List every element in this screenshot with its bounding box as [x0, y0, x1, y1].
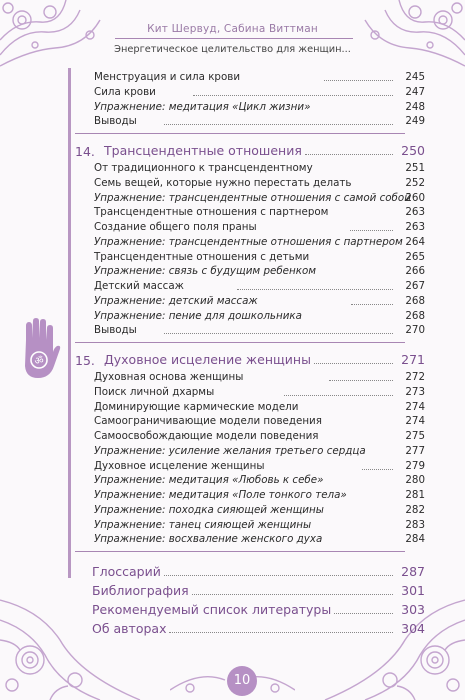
dot-leader	[305, 154, 393, 155]
toc-entry-page: 250	[401, 143, 425, 158]
toc-entry-page: 260	[405, 191, 425, 204]
toc-entry-page: 281	[405, 489, 425, 501]
dot-leader	[193, 95, 393, 96]
toc-row[interactable]	[94, 85, 425, 99]
toc-row[interactable]	[94, 279, 425, 293]
toc-entry-title: Упражнение: связь с будущим ребенком	[94, 265, 317, 278]
toc-entry-title: Упражнение: детский массаж	[94, 294, 258, 307]
toc-entry-page: 264	[405, 235, 425, 248]
bottom-right-ornament	[315, 580, 465, 700]
toc-row[interactable]	[94, 488, 425, 502]
svg-text:ॐ: ॐ	[34, 356, 44, 367]
toc-entry-page: 275	[405, 430, 425, 442]
bottom-left-ornament	[0, 580, 150, 700]
toc-entry-title: Упражнение: танец сияющей женщины	[94, 518, 312, 531]
toc-entry-page: 263	[405, 206, 425, 219]
toc-row[interactable]	[94, 191, 425, 205]
side-bar	[68, 68, 71, 578]
section-divider	[75, 133, 405, 134]
toc-entry-title: Детский массаж	[94, 280, 184, 292]
section-divider	[75, 342, 405, 343]
dot-leader	[164, 333, 393, 334]
toc-entry-page: 304	[401, 621, 425, 636]
toc-entry-title: Самоограничивающие модели поведения	[94, 415, 322, 428]
toc-entry-title: Рекомендуемый список литературы	[92, 602, 332, 617]
chapter-heading[interactable]	[104, 144, 425, 158]
dot-leader	[169, 632, 393, 633]
toc-entry-page: 263	[405, 221, 425, 233]
toc-row[interactable]	[94, 309, 425, 323]
toc-entry-page: 272	[405, 371, 425, 383]
toc-entry-title: Духовное исцеление женщины	[104, 352, 311, 367]
toc-entry-title: Упражнение: медитация «Цикл жизни»	[94, 100, 311, 113]
toc-entry-title: Упражнение: пение для дошкольника	[94, 309, 302, 322]
toc-entry-title: Упражнение: усиление желания третьего сердца	[94, 444, 366, 457]
toc-row[interactable]	[94, 444, 425, 458]
toc-entry-title: Трансцендентные отношения	[104, 143, 302, 158]
toc-entry-title: Духовное исцеление женщины	[94, 459, 265, 472]
toc-entry-title: Библиография	[92, 583, 189, 598]
toc-entry-title: Глоссарий	[92, 564, 161, 579]
toc-entry-title: От традиционного к трансцендентному	[94, 162, 313, 174]
toc-entry-page: 282	[405, 503, 425, 516]
toc-entry-page: 284	[405, 533, 425, 546]
toc-row[interactable]	[94, 161, 425, 175]
dot-leader	[350, 230, 393, 231]
toc-entry-page: 274	[405, 415, 425, 428]
toc-entry-title: Упражнение: восхваление женского духа	[94, 533, 323, 546]
toc-entry-page: 280	[405, 474, 425, 487]
toc-row[interactable]	[94, 518, 425, 532]
toc-entry-page: 273	[405, 385, 425, 398]
toc-row[interactable]	[94, 400, 425, 414]
toc-row[interactable]	[94, 323, 425, 337]
toc-entry-page: 301	[401, 583, 425, 598]
toc-entry-page: 279	[405, 459, 425, 472]
toc-row[interactable]	[94, 205, 425, 219]
toc-entry-title: Трансцендентные отношения с детьми	[94, 250, 310, 263]
toc-entry-page: 245	[405, 71, 425, 83]
toc-row[interactable]	[94, 294, 425, 308]
toc-entry-page: 274	[405, 400, 425, 413]
toc-row[interactable]	[94, 70, 425, 84]
toc-entry-page: 270	[405, 324, 425, 337]
toc-entry-page: 266	[405, 265, 425, 278]
toc-entry-page: 265	[405, 250, 425, 263]
toc-entry-title: Упражнение: медитация «Любовь к себе»	[94, 474, 324, 487]
toc-row[interactable]	[94, 250, 425, 264]
toc-entry-title: Выводы	[94, 115, 137, 128]
dot-leader	[284, 395, 393, 396]
toc-row[interactable]	[94, 532, 425, 546]
authors-line: Кит Шервуд, Сабина Виттман	[147, 23, 318, 35]
back-matter-row[interactable]	[92, 603, 425, 617]
dot-leader	[324, 80, 393, 81]
toc-entry-page: 268	[405, 294, 425, 307]
toc-entry-page: 267	[405, 280, 425, 292]
toc-row[interactable]	[94, 100, 425, 114]
toc-entry-title: Поиск личной дхармы	[94, 385, 215, 398]
toc-entry-page: 271	[401, 352, 425, 367]
dot-leader	[329, 380, 393, 381]
header-divider	[115, 38, 353, 39]
dot-leader	[237, 289, 393, 290]
toc-row[interactable]	[94, 414, 425, 428]
toc-row[interactable]	[94, 114, 425, 128]
toc-row[interactable]	[94, 220, 425, 234]
back-matter-row[interactable]	[92, 565, 425, 579]
mudra-hand-om-icon	[16, 318, 62, 380]
toc-entry-page: 252	[405, 176, 425, 189]
dot-leader	[164, 575, 393, 576]
toc-row[interactable]	[94, 385, 425, 399]
toc-entry-title: Упражнение: походка сияющей женщины	[94, 503, 324, 516]
chapter-number: 14.	[75, 144, 95, 159]
toc-entry-page: 248	[405, 100, 425, 113]
toc-entry-title: Доминирующие кармические модели	[94, 400, 299, 413]
dot-leader	[164, 124, 393, 125]
dot-leader	[351, 304, 393, 305]
dot-leader	[362, 469, 393, 470]
toc-entry-page: 287	[401, 564, 425, 579]
toc-entry-page: 303	[401, 602, 425, 617]
chapter-heading[interactable]	[104, 353, 425, 367]
toc-entry-title: Семь вещей, которые нужно перестать делать	[94, 176, 352, 189]
toc-entry-title: Упражнение: медитация «Поле тонкого тела»	[94, 489, 347, 501]
toc-entry-title: Создание общего поля праны	[94, 221, 257, 233]
book-title-line: Энергетическое целительство для женщин...	[114, 44, 351, 55]
toc-row[interactable]	[94, 503, 425, 517]
toc-entry-page: 251	[405, 162, 425, 174]
toc-entry-title: Упражнение: трансцендентные отношения с партнером	[94, 235, 403, 248]
dot-leader	[334, 613, 393, 614]
page-number: 10	[227, 666, 257, 696]
toc-entry-title: Самоосвобождающие модели поведения	[94, 430, 319, 442]
toc-row[interactable]	[94, 473, 425, 487]
back-matter-row[interactable]	[92, 622, 425, 636]
dot-leader	[314, 363, 393, 364]
toc-row[interactable]	[94, 429, 425, 443]
toc-row[interactable]	[94, 235, 425, 249]
chapter-number: 15.	[75, 353, 95, 368]
toc-entry-page: 277	[405, 444, 425, 457]
back-matter-row[interactable]	[92, 584, 425, 598]
toc-row[interactable]	[94, 176, 425, 190]
toc-entry-title: Духовная основа женщины	[94, 371, 244, 383]
toc-row[interactable]	[94, 264, 425, 278]
toc-entry-title: Сила крови	[94, 85, 156, 98]
toc-row[interactable]	[94, 370, 425, 384]
toc-row[interactable]	[94, 459, 425, 473]
toc-entry-title: Менструация и сила крови	[94, 71, 241, 83]
dot-leader	[192, 594, 393, 595]
toc-entry-title: Об авторах	[92, 621, 167, 636]
toc-entry-page: 268	[405, 309, 425, 322]
section-divider	[75, 551, 405, 552]
toc-entry-page: 283	[405, 518, 425, 531]
toc-entry-page: 249	[405, 115, 425, 128]
toc-entry-title: Упражнение: трансцендентные отношения с самой собой	[94, 191, 411, 204]
toc-entry-title: Выводы	[94, 324, 137, 337]
toc-entry-page: 247	[405, 85, 425, 98]
toc-entry-title: Трансцендентные отношения с партнером	[94, 206, 329, 219]
page-header	[0, 0, 465, 62]
